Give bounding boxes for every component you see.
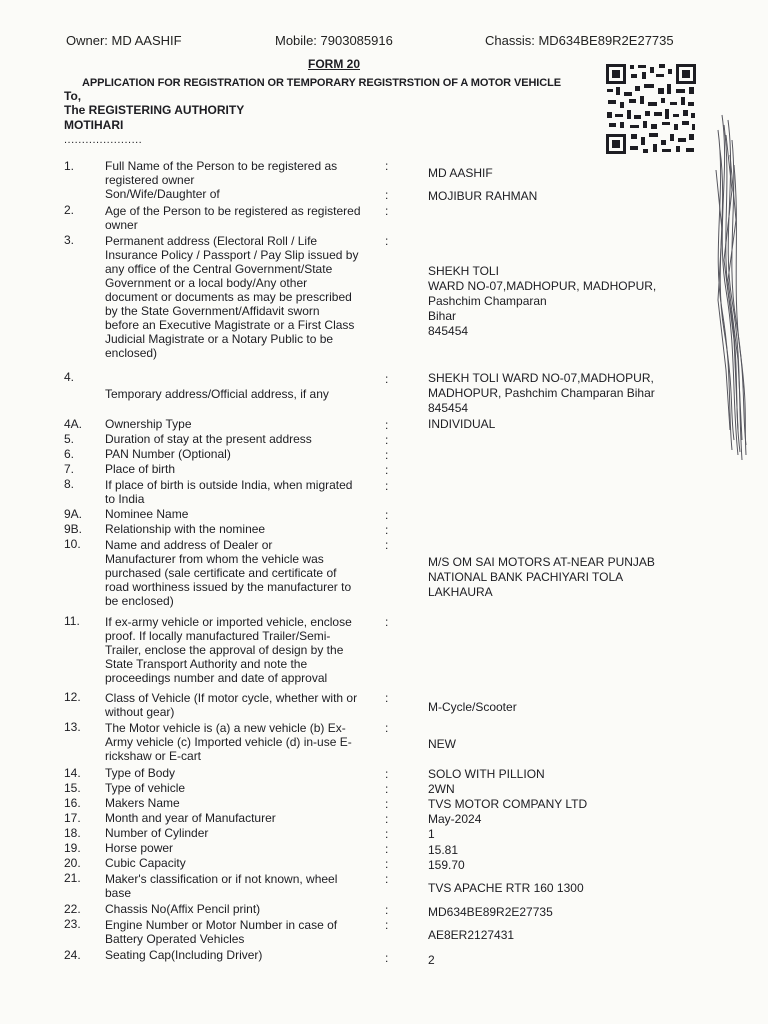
row-6-label: PAN Number (Optional) (105, 447, 231, 461)
row-23-number: 23. (64, 917, 81, 931)
row-9b-colon: : (385, 523, 389, 537)
form-title: FORM 20 (308, 57, 361, 71)
row-18-number: 18. (64, 826, 81, 840)
horse-power-value: 15.81 (428, 843, 459, 857)
row-1b-colon: : (385, 188, 389, 202)
row-22-label: Chassis No(Affix Pencil print) (105, 902, 261, 916)
owner-header: Owner: MD AASHIF (66, 33, 182, 48)
row-4-number: 4. (64, 370, 75, 384)
row-21-number: 21. (64, 871, 81, 885)
row-7-colon: : (385, 463, 389, 477)
maker-classification-value: TVS APACHE RTR 160 1300 (428, 881, 584, 895)
row-1-label: Full Name of the Person to be registered as registered owner Son/Wife/Daughter of (105, 159, 338, 201)
row-14-label: Type of Body (105, 766, 176, 780)
row-20-colon: : (385, 857, 389, 871)
row-21-label: Maker's classification or if not known, wheel base (105, 872, 338, 900)
row-13-number: 13. (64, 720, 81, 734)
addressee-to: To, (64, 89, 82, 103)
row-20-label: Cubic Capacity (105, 856, 186, 870)
mobile-header: Mobile: 7903085916 (275, 33, 393, 48)
row-19-label: Horse power (105, 841, 174, 855)
row-23-label: Engine Number or Motor Number in case of Battery Operated Vehicles (105, 918, 338, 946)
owner-name-value: MD AASHIF (428, 166, 493, 180)
signature-scribble-icon (702, 110, 750, 470)
row-24-label: Seating Cap(Including Driver) (105, 948, 263, 962)
row-7-number: 7. (64, 462, 75, 476)
row-9a-label: Nominee Name (105, 507, 189, 521)
permanent-address-value: SHEKH TOLI WARD NO-07,MADHOPUR, MADHOPUR, Pashchim Champaran Bihar 845454 (428, 264, 657, 338)
row-14-number: 14. (64, 766, 81, 780)
row-1-colon: : (385, 159, 389, 173)
vehicle-status-value: NEW (428, 737, 456, 751)
row-12-label: Class of Vehicle (If motor cycle, whether with or without gear) (105, 691, 358, 719)
ownership-type-value: INDIVIDUAL (428, 417, 496, 431)
row-6-number: 6. (64, 447, 75, 461)
row-8-colon: : (385, 479, 389, 493)
row-13-colon: : (385, 721, 389, 735)
row-18-label: Number of Cylinder (105, 826, 209, 840)
row-5-colon: : (385, 433, 389, 447)
dotted-line: ...................... (64, 134, 143, 146)
row-2-label: Age of the Person to be registered as registered owner (105, 204, 361, 232)
cylinders-value: 1 (428, 827, 435, 841)
row-8-number: 8. (64, 477, 75, 491)
vehicle-class-value: M-Cycle/Scooter (428, 700, 517, 714)
body-type-value: SOLO WITH PILLION (428, 767, 545, 781)
row-14-colon: : (385, 767, 389, 781)
row-4-label: Temporary address/Official address, if any (105, 387, 329, 401)
row-3-colon: : (385, 234, 389, 248)
row-5-number: 5. (64, 432, 75, 446)
temporary-address-value: SHEKH TOLI WARD NO-07,MADHOPUR, MADHOPUR, Pashchim Champaran Bihar 845454 (428, 371, 655, 415)
row-9a-colon: : (385, 508, 389, 522)
row-8-label: If place of birth is outside India, when migrated to India (105, 478, 353, 506)
row-19-number: 19. (64, 841, 81, 855)
row-10-label: Name and address of Dealer or Manufacturer from whom the vehicle was purchased (sale certificate and certificate of road worthiness issued by the manufacturer to be enclosed) (105, 538, 352, 608)
row-20-number: 20. (64, 856, 81, 870)
row-10-number: 10. (64, 537, 81, 551)
row-3-number: 3. (64, 233, 75, 247)
row-11-number: 11. (64, 614, 80, 628)
engine-number-value: AE8ER2127431 (428, 928, 515, 942)
row-12-colon: : (385, 691, 389, 705)
row-2-colon: : (385, 204, 389, 218)
row-3-label: Permanent address (Electoral Roll / Life Insurance Policy / Passport / Pay Slip issued by any office of the Central Government/State Government or a local body/Any other document or documents as may be prescribed by the State Government/Affidavit sworn before an Executive Magistrate or a First Class Judicial Magistrate or a Notary Public to be enclosed) (105, 234, 359, 360)
row-2-number: 2. (64, 203, 75, 217)
row-17-number: 17. (64, 811, 81, 825)
row-9a-number: 9A. (64, 507, 83, 521)
row-16-number: 16. (64, 796, 81, 810)
row-15-colon: : (385, 782, 389, 796)
row-1-number: 1. (64, 159, 75, 173)
row-15-label: Type of vehicle (105, 781, 186, 795)
authority-city: MOTIHARI (64, 118, 124, 132)
row-22-number: 22. (64, 902, 81, 916)
row-4a-label: Ownership Type (105, 417, 192, 431)
row-4a-colon: : (385, 418, 389, 432)
row-22-colon: : (385, 903, 389, 917)
row-13-label: The Motor vehicle is (a) a new vehicle (b) Ex- Army vehicle (c) Imported vehicle (d) in-use E- rickshaw or E-cart (105, 721, 352, 763)
row-16-label: Makers Name (105, 796, 180, 810)
row-24-colon: : (385, 951, 389, 965)
seating-capacity-value: 2 (428, 953, 435, 967)
row-17-label: Month and year of Manufacturer (105, 811, 276, 825)
maker-name-value: TVS MOTOR COMPANY LTD (428, 797, 588, 811)
manufacture-date-value: May-2024 (428, 812, 482, 826)
parent-name-value: MOJIBUR RAHMAN (428, 189, 538, 203)
registering-authority: The REGISTERING AUTHORITY (64, 103, 245, 117)
row-6-colon: : (385, 448, 389, 462)
row-19-colon: : (385, 842, 389, 856)
vehicle-type-value: 2WN (428, 782, 455, 796)
row-4a-number: 4A. (64, 417, 83, 431)
dealer-value: M/S OM SAI MOTORS AT-NEAR PUNJAB NATIONAL BANK PACHIYARI TOLA LAKHAURA (428, 555, 655, 599)
row-11-label: If ex-army vehicle or imported vehicle, enclose proof. If locally manufactured Trailer/Semi- Trailer, enclose the approval of design by the State Transport Authority and note the proceedings number and date of approval (105, 615, 352, 685)
row-5-label: Duration of stay at the present address (105, 432, 312, 446)
row-17-colon: : (385, 812, 389, 826)
row-10-colon: : (385, 538, 389, 552)
row-24-number: 24. (64, 948, 81, 962)
qr-code-icon (604, 62, 698, 156)
row-12-number: 12. (64, 690, 81, 704)
cubic-capacity-value: 159.70 (428, 858, 465, 872)
row-21-colon: : (385, 872, 389, 886)
chassis-header: Chassis: MD634BE89R2E27735 (485, 33, 674, 48)
row-9b-number: 9B. (64, 522, 83, 536)
row-23-colon: : (385, 918, 389, 932)
row-11-colon: : (385, 615, 389, 629)
row-18-colon: : (385, 827, 389, 841)
row-7-label: Place of birth (105, 462, 176, 476)
row-4-colon: : (385, 372, 389, 386)
application-title: APPLICATION FOR REGISTRATION OR TEMPORARY REGISTRSTION OF A MOTOR VEHICLE (82, 77, 561, 89)
row-15-number: 15. (64, 781, 81, 795)
row-9b-label: Relationship with the nominee (105, 522, 266, 536)
chassis-number-value: MD634BE89R2E27735 (428, 905, 553, 919)
row-16-colon: : (385, 797, 389, 811)
